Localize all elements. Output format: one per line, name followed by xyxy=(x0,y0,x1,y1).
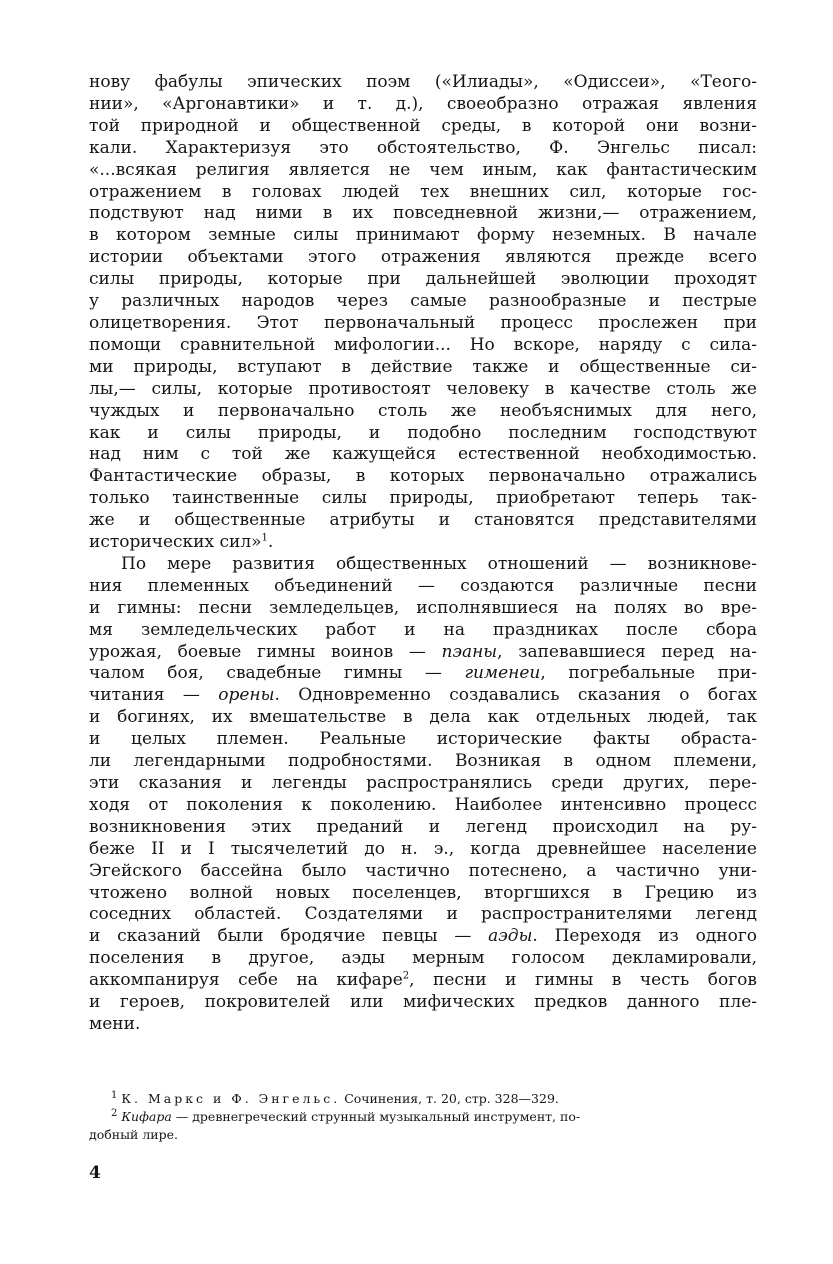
text-line xyxy=(89,970,757,992)
paragraph-1 xyxy=(89,72,757,554)
text-fragment: . Одновременно создавались сказания о богах xyxy=(274,685,757,706)
text-line xyxy=(89,685,757,707)
text-fragment: урожая, боевые гимны воинов — xyxy=(89,641,442,662)
text-fragment: , песни и гимны в честь богов xyxy=(409,970,757,991)
text-line: и героев, покровителей или мифических предков данного пле- xyxy=(89,992,757,1013)
text-line: нии», «Аргонавтики» и т. д.), своеобразно отражая явления xyxy=(89,93,757,114)
text-line: кали. Характеризуя это обстоятельство, Ф. Энгельс писал: xyxy=(89,137,757,158)
footnote-text: Сочинения, т. 20, стр. 328—329. xyxy=(340,1091,559,1106)
text-line: возникновения этих преданий и легенд происходил на ру- xyxy=(89,816,757,837)
footnote-ref-1[interactable]: 1 xyxy=(261,532,268,544)
text-line: соседних областей. Создателями и распространителями легенд xyxy=(89,904,757,925)
text-fragment: . Переходя из одного xyxy=(532,926,757,947)
text-fragment: . xyxy=(267,532,274,553)
paragraph-2 xyxy=(89,554,757,1036)
text-line: и гимны: песни земледельцев, исполнявшиеся на полях во вре- xyxy=(89,597,757,618)
text-line: только таинственные силы природы, приобретают теперь так- xyxy=(89,488,757,509)
text-fragment: , запевавшиеся перед на- xyxy=(497,641,757,662)
text-fragment: исторических сил» xyxy=(89,532,262,553)
footnote-text: — древнегреческий струнный музыкальный инструмент, по- xyxy=(171,1109,581,1124)
footnote-2 xyxy=(89,1108,757,1126)
text-line: поселения в другое, аэды мерным голосом декламировали, xyxy=(89,948,757,969)
text-line: мени. xyxy=(89,1013,141,1034)
footnote-mark: 2 xyxy=(111,1107,118,1119)
text-line: той природной и общественной среды, в которой они возни- xyxy=(89,115,757,136)
text-line: силы природы, которые при дальнейшей эволюции проходят xyxy=(89,269,757,290)
text-line: же и общественные атрибуты и становятся представителями xyxy=(89,510,757,531)
text-line: истории объектами этого отражения являются прежде всего xyxy=(89,247,757,268)
text-line: у различных народов через самые разнообразные и пестрые xyxy=(89,291,757,312)
text-line xyxy=(89,642,757,664)
text-line: ния племенных объединений — создаются различные песни xyxy=(89,575,757,596)
text-line: чуждых и первоначально столь же необъяснимых для него, xyxy=(89,400,757,421)
text-line: в котором земные силы принимают форму неземных. В начале xyxy=(89,225,757,246)
text-line: над ним с той же кажущейся естественной необходимостью. xyxy=(89,444,757,465)
footnote-mark: 1 xyxy=(111,1089,118,1101)
text-line: помощи сравнительной мифологии... Но вскоре, наряду с сила- xyxy=(89,334,757,355)
text-line: отражением в головах людей тех внешних сил, которые гос- xyxy=(89,181,757,202)
footnote-2-continuation: добный лире. xyxy=(89,1127,178,1142)
text-line xyxy=(89,663,757,685)
footnotes xyxy=(89,1090,757,1144)
main-text xyxy=(89,72,757,1036)
text-line: лы,— силы, которые противостоят человеку в качестве столь же xyxy=(89,378,757,399)
text-line: «...всякая религия является не чем иным, как фантастическим xyxy=(89,159,757,180)
text-line: беже II и I тысячелетий до н. э., когда древнейшее население xyxy=(89,838,757,859)
page-number: 4 xyxy=(89,1163,101,1183)
text-fragment: чалом боя, свадебные гимны — xyxy=(89,663,465,684)
text-fragment: и сказаний были бродячие певцы — xyxy=(89,926,489,947)
footnote-author: К. Маркс и Ф. Энгельс. xyxy=(121,1091,341,1106)
text-line: как и силы природы, и подобно последним господствуют xyxy=(89,422,757,443)
text-line: подствуют над ними в их повседневной жизни,— отражением, xyxy=(89,203,757,224)
footnote-term: Кифара xyxy=(121,1109,172,1124)
text-line: и богинях, их вмешательстве в дела как отдельных людей, так xyxy=(89,707,757,728)
term-aoidoi: аэды xyxy=(488,926,533,947)
text-line: ми природы, вступают в действие также и общественные си- xyxy=(89,356,757,377)
text-line: олицетворения. Этот первоначальный процесс прослежен при xyxy=(89,312,757,333)
term-paeans: пэаны xyxy=(441,641,498,662)
footnote-1 xyxy=(89,1090,757,1108)
text-line: Фантастические образы, в которых первоначально отражались xyxy=(89,466,757,487)
text-fragment: , погребальные при- xyxy=(540,663,758,684)
text-fragment: читания — xyxy=(89,685,219,706)
text-line: эти сказания и легенды распространялись среди других, пере- xyxy=(89,773,757,793)
text-line: чтожено волной новых поселенцев, вторгшихся в Грецию из xyxy=(89,882,757,903)
text-line: мя земледельческих работ и на праздниках после сбора xyxy=(89,619,757,640)
text-line xyxy=(89,532,757,554)
footnote-ref-2[interactable]: 2 xyxy=(402,970,410,982)
text-line: нову фабулы эпических поэм («Илиады», «Одиссеи», «Теого- xyxy=(89,72,757,92)
text-line: Эгейского бассейна было частично потеснено, а частично уни- xyxy=(89,860,757,881)
term-threnoi: орены xyxy=(218,685,275,706)
text-line: ходя от поколения к поколению. Наиболее интенсивно процесс xyxy=(89,794,757,815)
text-line: и целых племен. Реальные исторические факты обраста- xyxy=(89,729,757,750)
text-line: По мере развития общественных отношений — возникнове- xyxy=(121,553,757,574)
text-fragment: аккомпанируя себе на кифаре xyxy=(89,970,403,991)
text-line xyxy=(89,926,757,948)
term-hymenaioi: гименеи xyxy=(464,663,541,684)
text-line: ли легендарными подробностями. Возникая в одном племени, xyxy=(89,751,757,772)
